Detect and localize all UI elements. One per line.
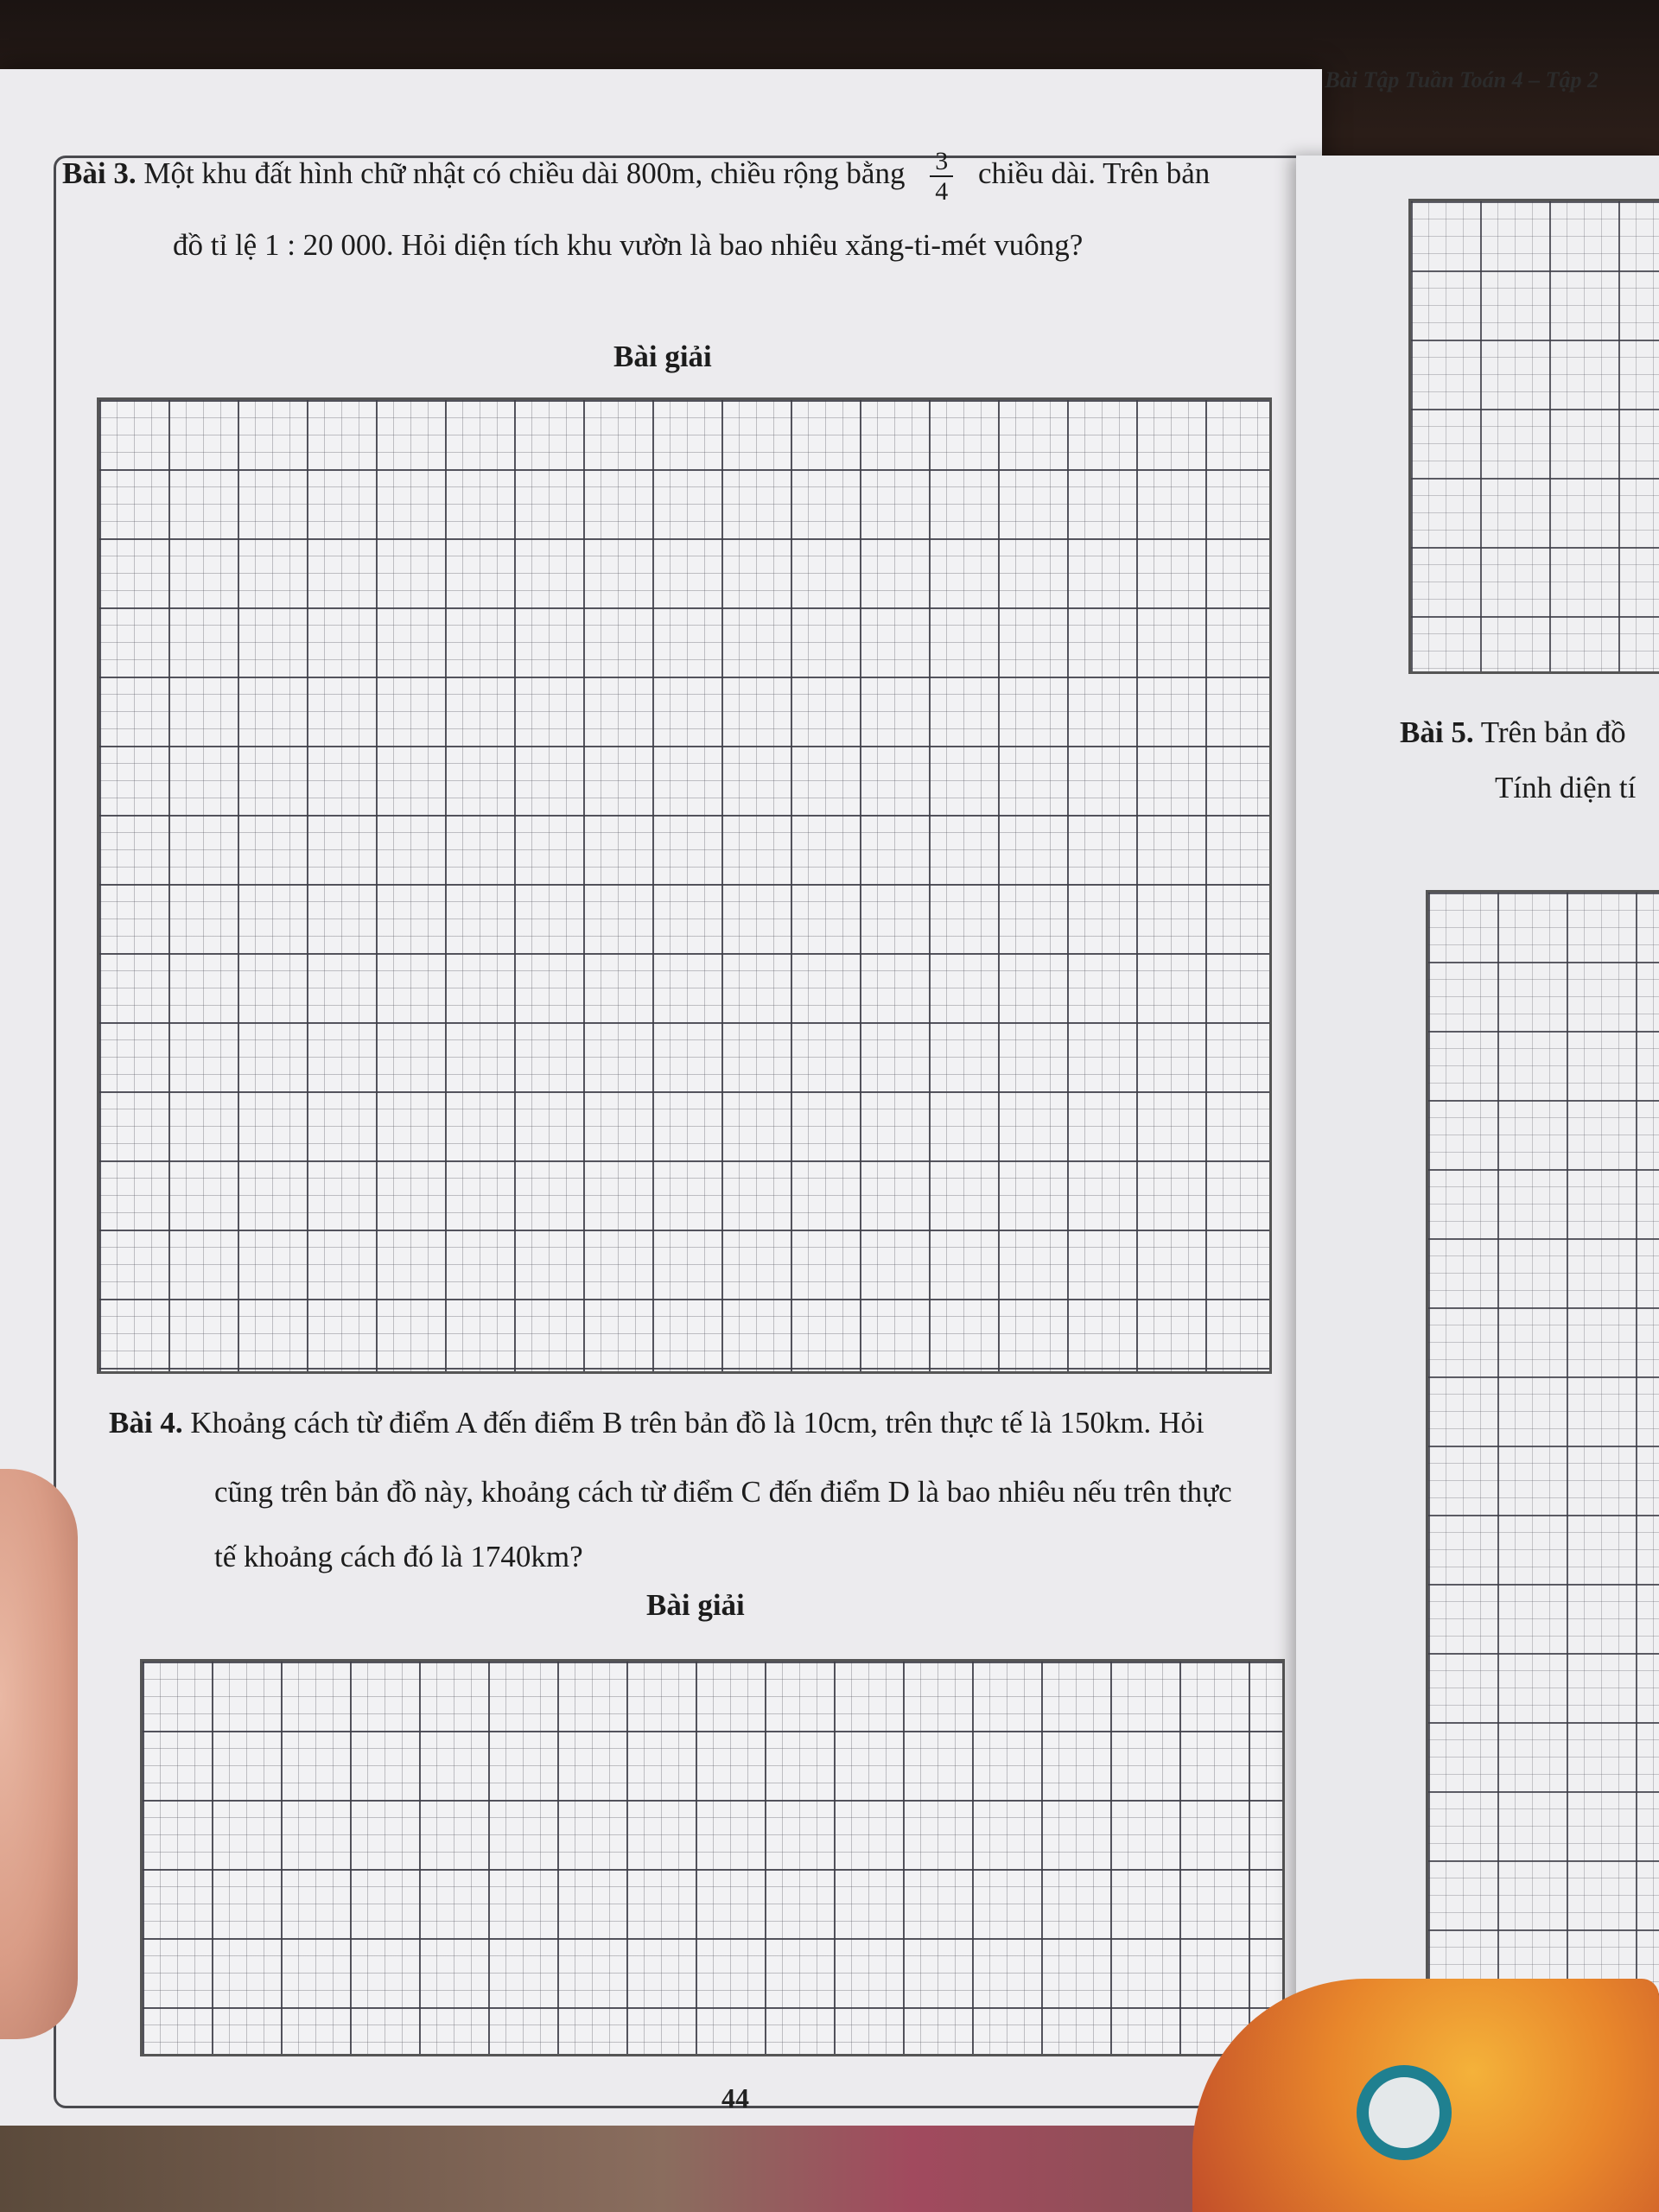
problem-5-line-2: Tính diện tí xyxy=(1495,771,1637,804)
fraction-denominator: 4 xyxy=(935,177,949,206)
right-answer-grid-bottom[interactable] xyxy=(1426,890,1659,1996)
problem-4-line-2: cũng trên bản đồ này, khoảng cách từ điểm C đến điểm D là bao nhiêu nếu trên thực xyxy=(214,1475,1232,1509)
solution-label-4: Bài giải xyxy=(646,1588,745,1622)
problem-3-line-1 xyxy=(62,147,1272,206)
problem-3-number: Bài 3. xyxy=(62,156,137,191)
problem-3-text-b: chiều dài. Trên bản xyxy=(977,156,1211,191)
problem-5-line-1 xyxy=(1400,715,1626,750)
problem-4-line-1 xyxy=(109,1404,1284,1442)
problem-4-number: Bài 4. xyxy=(109,1406,183,1440)
thumb xyxy=(0,1469,78,2039)
right-page xyxy=(1296,156,1659,2039)
problem-4-text-1: Khoảng cách từ điểm A đến điểm B trên bản đồ là 10cm, trên thực tế là 150km. Hỏi xyxy=(190,1406,1205,1440)
answer-grid-3[interactable] xyxy=(97,397,1272,1374)
fraction-numerator: 3 xyxy=(930,147,953,177)
problem-4-line-3: tế khoảng cách đó là 1740km? xyxy=(214,1540,583,1573)
problem-3-line-2: đồ tỉ lệ 1 : 20 000. Hỏi diện tích khu vườn là bao nhiêu xăng-ti-mét vuông? xyxy=(173,228,1084,262)
book-header: Bài Tập Tuần Toán 4 – Tập 2 xyxy=(1325,67,1599,92)
problem-3-text-a: Một khu đất hình chữ nhật có chiều dài 800m, chiều rộng bằng xyxy=(143,156,906,191)
problem-5-number: Bài 5. xyxy=(1400,715,1474,749)
right-answer-grid-top[interactable] xyxy=(1408,199,1659,674)
toy-eye-icon xyxy=(1357,2065,1452,2160)
problem-5-text-1: Trên bản đồ xyxy=(1480,715,1626,749)
fraction xyxy=(930,147,953,206)
page-number: 44 xyxy=(721,2082,749,2113)
solution-label-3: Bài giải xyxy=(613,340,712,373)
answer-grid-4[interactable] xyxy=(140,1659,1285,2056)
